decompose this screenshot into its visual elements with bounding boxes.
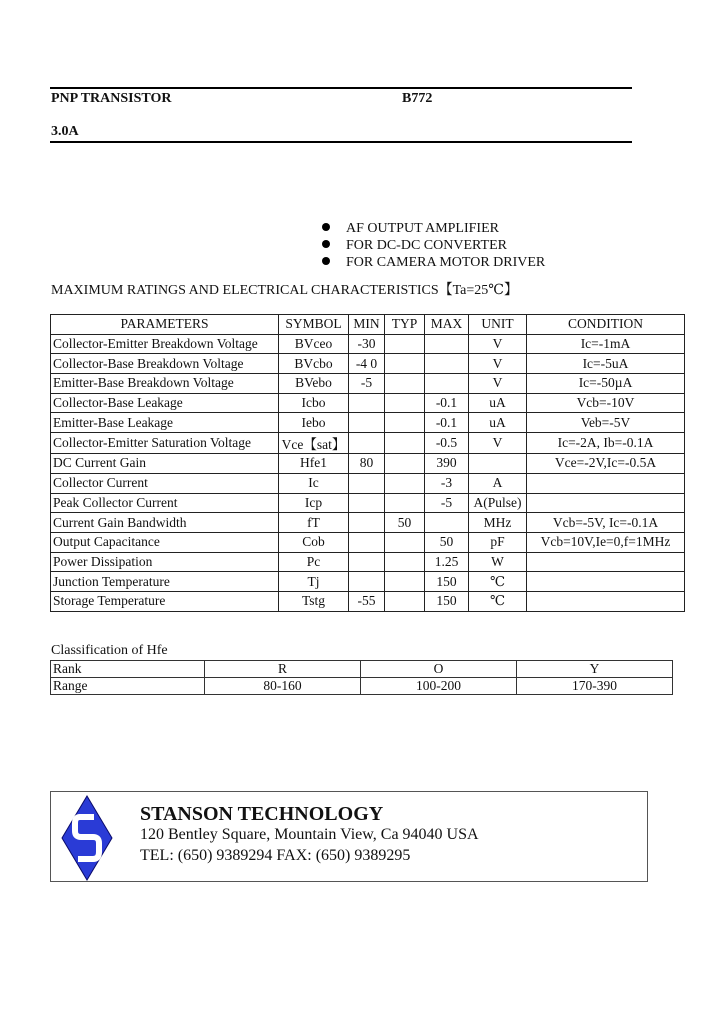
col-header: PARAMETERS: [51, 315, 279, 335]
table-cell: Collector-Base Leakage: [51, 393, 279, 413]
col-header: TYP: [385, 315, 425, 335]
ratings-title: MAXIMUM RATINGS AND ELECTRICAL CHARACTERISTICS【Ta=25℃】: [51, 283, 518, 298]
table-cell: [349, 433, 385, 454]
table-row: [51, 552, 685, 572]
feature-item: AF OUTPUT AMPLIFIER: [322, 220, 545, 237]
table-row: [51, 493, 685, 513]
table-cell: [349, 473, 385, 493]
table-cell: Storage Temperature: [51, 591, 279, 611]
table-cell: Ic=-2A, Ib=-0.1A: [527, 433, 685, 454]
bullet-icon: [322, 257, 330, 265]
bullet-icon: [322, 240, 330, 248]
header-top-rule: [50, 87, 632, 89]
table-cell: [527, 552, 685, 572]
table-cell: Current Gain Bandwidth: [51, 513, 279, 533]
table-cell: pF: [469, 532, 527, 552]
table-cell: [385, 393, 425, 413]
ratings-table-body: [51, 334, 685, 611]
table-cell: Output Capacitance: [51, 532, 279, 552]
table-cell: [349, 572, 385, 592]
table-cell: V: [469, 374, 527, 394]
table-cell: Ic: [279, 473, 349, 493]
table-cell: [385, 532, 425, 552]
table-row: [51, 591, 685, 611]
table-cell: -4 0: [349, 354, 385, 374]
table-cell: -0.1: [425, 413, 469, 433]
table-cell: [527, 591, 685, 611]
table-cell: [385, 454, 425, 474]
table-cell: A(Pulse): [469, 493, 527, 513]
table-row: [51, 678, 673, 695]
table-cell: [349, 552, 385, 572]
table-row: [51, 393, 685, 413]
table-cell: ℃: [469, 591, 527, 611]
table-cell: 80-160: [205, 678, 361, 695]
table-cell: [527, 473, 685, 493]
feature-item: FOR CAMERA MOTOR DRIVER: [322, 254, 545, 271]
table-row: [51, 513, 685, 533]
table-cell: Collector-Base Breakdown Voltage: [51, 354, 279, 374]
company-logo-icon: [61, 795, 113, 881]
hfe-title: Classification of Hfe: [51, 643, 168, 658]
table-cell: 390: [425, 454, 469, 474]
table-cell: -30: [349, 334, 385, 354]
table-row: [51, 661, 673, 678]
col-header: UNIT: [469, 315, 527, 335]
table-cell: [349, 393, 385, 413]
table-cell: Y: [517, 661, 673, 678]
part-number: B772: [402, 91, 433, 106]
col-header: MIN: [349, 315, 385, 335]
table-cell: 150: [425, 591, 469, 611]
table-cell: uA: [469, 393, 527, 413]
table-cell: Rank: [51, 661, 205, 678]
table-cell: 1.25: [425, 552, 469, 572]
table-cell: [425, 374, 469, 394]
table-row: [51, 354, 685, 374]
table-cell: Icbo: [279, 393, 349, 413]
company-address: 120 Bentley Square, Mountain View, Ca 94040 USA: [140, 826, 479, 843]
table-row: [51, 454, 685, 474]
table-cell: A: [469, 473, 527, 493]
table-cell: Tj: [279, 572, 349, 592]
table-cell: -55: [349, 591, 385, 611]
table-cell: [385, 374, 425, 394]
table-cell: fT: [279, 513, 349, 533]
table-cell: Emitter-Base Leakage: [51, 413, 279, 433]
table-cell: Collector-Emitter Breakdown Voltage: [51, 334, 279, 354]
table-cell: Iebo: [279, 413, 349, 433]
table-cell: [527, 493, 685, 513]
table-cell: [349, 413, 385, 433]
col-header: CONDITION: [527, 315, 685, 335]
table-cell: W: [469, 552, 527, 572]
table-cell: [385, 493, 425, 513]
table-cell: -0.1: [425, 393, 469, 413]
table-cell: R: [205, 661, 361, 678]
table-cell: 80: [349, 454, 385, 474]
table-row: [51, 473, 685, 493]
table-cell: Ic=-50µA: [527, 374, 685, 394]
table-header-row: [51, 315, 685, 335]
table-cell: Vce=-2V,Ic=-0.5A: [527, 454, 685, 474]
table-row: [51, 433, 685, 454]
table-cell: -3: [425, 473, 469, 493]
table-row: [51, 572, 685, 592]
table-cell: Junction Temperature: [51, 572, 279, 592]
table-cell: Vcb=-10V: [527, 393, 685, 413]
table-cell: Collector Current: [51, 473, 279, 493]
table-cell: MHz: [469, 513, 527, 533]
bullet-icon: [322, 223, 330, 231]
table-cell: BVebo: [279, 374, 349, 394]
table-cell: ℃: [469, 572, 527, 592]
table-cell: -5: [349, 374, 385, 394]
table-cell: Tstg: [279, 591, 349, 611]
table-cell: [385, 433, 425, 454]
table-cell: [425, 354, 469, 374]
table-cell: Power Dissipation: [51, 552, 279, 572]
table-cell: [385, 572, 425, 592]
product-type: PNP TRANSISTOR: [51, 91, 172, 106]
company-box: [50, 791, 648, 882]
table-cell: [527, 572, 685, 592]
table-cell: Veb=-5V: [527, 413, 685, 433]
feature-item: FOR DC-DC CONVERTER: [322, 237, 545, 254]
table-row: [51, 532, 685, 552]
feature-list: [322, 220, 545, 271]
table-cell: [385, 413, 425, 433]
table-cell: Collector-Emitter Saturation Voltage: [51, 433, 279, 454]
ratings-table: [50, 314, 685, 612]
table-cell: V: [469, 433, 527, 454]
table-cell: Icp: [279, 493, 349, 513]
table-cell: [385, 354, 425, 374]
company-contact: TEL: (650) 9389294 FAX: (650) 9389295: [140, 847, 411, 864]
table-cell: BVceo: [279, 334, 349, 354]
table-cell: -0.5: [425, 433, 469, 454]
table-cell: [349, 513, 385, 533]
table-cell: Vcb=-5V, Ic=-0.1A: [527, 513, 685, 533]
table-row: [51, 413, 685, 433]
table-cell: [385, 334, 425, 354]
table-row: [51, 374, 685, 394]
table-cell: Hfe1: [279, 454, 349, 474]
company-name: STANSON TECHNOLOGY: [140, 803, 384, 825]
table-cell: V: [469, 334, 527, 354]
table-cell: [385, 552, 425, 572]
table-cell: [385, 473, 425, 493]
table-cell: DC Current Gain: [51, 454, 279, 474]
header-bottom-rule: [50, 141, 632, 143]
table-row: [51, 334, 685, 354]
table-cell: Peak Collector Current: [51, 493, 279, 513]
table-cell: V: [469, 354, 527, 374]
table-cell: [385, 591, 425, 611]
table-cell: BVcbo: [279, 354, 349, 374]
table-cell: Pc: [279, 552, 349, 572]
col-header: SYMBOL: [279, 315, 349, 335]
table-cell: O: [361, 661, 517, 678]
table-cell: 150: [425, 572, 469, 592]
table-cell: 100-200: [361, 678, 517, 695]
table-cell: uA: [469, 413, 527, 433]
table-cell: -5: [425, 493, 469, 513]
table-cell: Cob: [279, 532, 349, 552]
table-cell: Ic=-5uA: [527, 354, 685, 374]
table-cell: Vce【sat】: [279, 433, 349, 454]
hfe-table: [50, 660, 673, 695]
table-cell: [425, 513, 469, 533]
table-cell: Emitter-Base Breakdown Voltage: [51, 374, 279, 394]
table-cell: [469, 454, 527, 474]
table-cell: [349, 532, 385, 552]
table-cell: Ic=-1mA: [527, 334, 685, 354]
table-cell: Range: [51, 678, 205, 695]
table-cell: 170-390: [517, 678, 673, 695]
table-cell: Vcb=10V,Ie=0,f=1MHz: [527, 532, 685, 552]
table-cell: 50: [385, 513, 425, 533]
table-cell: [425, 334, 469, 354]
current-rating: 3.0A: [51, 124, 79, 139]
table-cell: 50: [425, 532, 469, 552]
col-header: MAX: [425, 315, 469, 335]
table-cell: [349, 493, 385, 513]
